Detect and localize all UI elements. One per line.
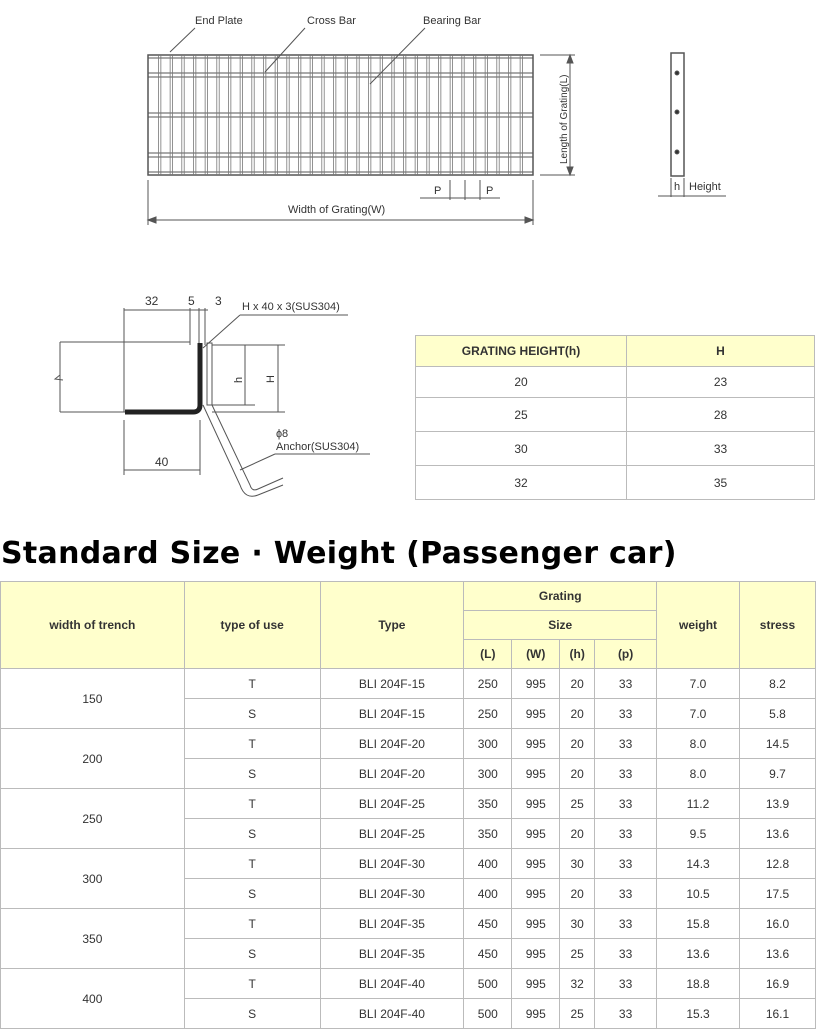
cell-h: 25 <box>560 999 595 1029</box>
table-row <box>1 789 816 819</box>
cell-h: 20 <box>560 819 595 849</box>
cell-h: 30 <box>416 432 627 466</box>
cell-h: 32 <box>560 969 595 999</box>
cell-L: 400 <box>464 849 512 879</box>
table-row <box>1 849 816 879</box>
header-L: (L) <box>464 640 512 669</box>
label-pitch-right: P <box>486 185 494 197</box>
cell-weight: 15.8 <box>657 909 740 939</box>
cell-width-of-trench: 250 <box>1 789 185 849</box>
section-title: Standard Size · Weight (Passenger car) <box>1 536 677 571</box>
cell-L: 450 <box>464 909 512 939</box>
cell-width-of-trench: 200 <box>1 729 185 789</box>
cell-weight: 13.6 <box>657 939 740 969</box>
cell-weight: 14.3 <box>657 849 740 879</box>
anchor-bar <box>203 405 283 496</box>
header-W: (W) <box>512 640 560 669</box>
cell-type: BLI 204F-15 <box>320 669 464 699</box>
cell-h: 20 <box>560 669 595 699</box>
cell-L: 250 <box>464 699 512 729</box>
cell-weight: 15.3 <box>657 999 740 1029</box>
header-H: H <box>627 336 815 367</box>
cell-use: S <box>184 759 320 789</box>
cell-L: 450 <box>464 939 512 969</box>
cell-L: 400 <box>464 879 512 909</box>
cell-use: T <box>184 669 320 699</box>
cell-use: T <box>184 789 320 819</box>
cell-L: 300 <box>464 759 512 789</box>
cell-H: 28 <box>627 398 815 432</box>
cell-H: 23 <box>627 367 815 398</box>
cell-H: 35 <box>627 466 815 500</box>
cell-p: 33 <box>595 789 657 819</box>
label-plate: H x 40 x 3(SUS304) <box>242 301 340 313</box>
cell-use: T <box>184 729 320 759</box>
cell-use: T <box>184 849 320 879</box>
cell-W: 995 <box>512 759 560 789</box>
cell-p: 33 <box>595 969 657 999</box>
label-dim-32: 32 <box>145 294 159 308</box>
steel-angle <box>125 343 200 412</box>
cell-W: 995 <box>512 909 560 939</box>
cell-type: BLI 204F-25 <box>320 819 464 849</box>
table-row <box>416 398 815 432</box>
cell-L: 500 <box>464 999 512 1029</box>
cross-section-diagram <box>0 280 410 525</box>
label-end-plate: End Plate <box>195 15 243 27</box>
label-dim-40: 40 <box>155 455 169 469</box>
cell-p: 33 <box>595 699 657 729</box>
cell-width-of-trench: 400 <box>1 969 185 1029</box>
cell-W: 995 <box>512 969 560 999</box>
cell-use: T <box>184 969 320 999</box>
cell-type: BLI 204F-35 <box>320 939 464 969</box>
cell-h: 25 <box>416 398 627 432</box>
cell-type: BLI 204F-40 <box>320 999 464 1029</box>
cell-h: 20 <box>560 699 595 729</box>
standard-size-weight-table <box>0 581 816 1029</box>
header-type: Type <box>320 582 464 669</box>
cell-stress: 12.8 <box>739 849 815 879</box>
cell-stress: 16.0 <box>739 909 815 939</box>
cell-weight: 9.5 <box>657 819 740 849</box>
grating-height-table <box>415 335 815 500</box>
cell-width-of-trench: 150 <box>1 669 185 729</box>
cell-weight: 11.2 <box>657 789 740 819</box>
cell-type: BLI 204F-40 <box>320 969 464 999</box>
header-grating: Grating <box>464 582 657 611</box>
header-width-of-trench: width of trench <box>1 582 185 669</box>
cell-p: 33 <box>595 909 657 939</box>
header-size: Size <box>464 611 657 640</box>
cell-p: 33 <box>595 819 657 849</box>
cell-W: 995 <box>512 669 560 699</box>
cell-stress: 13.6 <box>739 819 815 849</box>
label-h: h <box>233 376 245 383</box>
label-height: Height <box>689 181 721 193</box>
label-phi8: ɸ8 <box>276 428 289 440</box>
label-cross-bar: Cross Bar <box>307 15 356 27</box>
cell-weight: 10.5 <box>657 879 740 909</box>
cell-H: 33 <box>627 432 815 466</box>
cell-use: S <box>184 819 320 849</box>
cell-weight: 7.0 <box>657 699 740 729</box>
cell-h: 25 <box>560 939 595 969</box>
cell-stress: 9.7 <box>739 759 815 789</box>
cell-stress: 13.6 <box>739 939 815 969</box>
cross-bars <box>148 73 533 157</box>
table-row <box>416 466 815 500</box>
grating-side-view <box>658 53 726 197</box>
label-length: Length of Grating(L) <box>559 74 570 164</box>
cell-L: 350 <box>464 819 512 849</box>
table-row <box>1 729 816 759</box>
label-dim-3: 3 <box>215 294 222 308</box>
header-type-of-use: type of use <box>184 582 320 669</box>
cell-p: 33 <box>595 999 657 1029</box>
cell-type: BLI 204F-20 <box>320 729 464 759</box>
cell-W: 995 <box>512 879 560 909</box>
cell-type: BLI 204F-20 <box>320 759 464 789</box>
cell-L: 250 <box>464 669 512 699</box>
header-p: (p) <box>595 640 657 669</box>
cell-W: 995 <box>512 699 560 729</box>
cell-W: 995 <box>512 999 560 1029</box>
cell-h: 20 <box>560 759 595 789</box>
cell-type: BLI 204F-30 <box>320 849 464 879</box>
cell-width-of-trench: 350 <box>1 909 185 969</box>
cell-weight: 8.0 <box>657 759 740 789</box>
cell-p: 33 <box>595 849 657 879</box>
cell-stress: 5.8 <box>739 699 815 729</box>
cell-W: 995 <box>512 789 560 819</box>
cell-p: 33 <box>595 759 657 789</box>
grating-plan-diagram <box>0 0 816 240</box>
cell-stress: 16.1 <box>739 999 815 1029</box>
cell-W: 995 <box>512 729 560 759</box>
cell-use: T <box>184 909 320 939</box>
cell-type: BLI 204F-25 <box>320 789 464 819</box>
cell-L: 500 <box>464 969 512 999</box>
label-anchor: Anchor(SUS304) <box>276 441 360 453</box>
cell-h: 25 <box>560 789 595 819</box>
cell-h: 20 <box>416 367 627 398</box>
cell-weight: 8.0 <box>657 729 740 759</box>
table-row <box>1 909 816 939</box>
cell-type: BLI 204F-30 <box>320 879 464 909</box>
cell-width-of-trench: 300 <box>1 849 185 909</box>
cell-W: 995 <box>512 849 560 879</box>
table-row <box>416 367 815 398</box>
header-grating-height: GRATING HEIGHT(h) <box>416 336 627 367</box>
label-bearing-bar: Bearing Bar <box>423 15 482 27</box>
label-dim-5: 5 <box>188 294 195 308</box>
table-row <box>1 669 816 699</box>
cell-h: 20 <box>560 879 595 909</box>
cell-stress: 14.5 <box>739 729 815 759</box>
label-h-small: h <box>674 181 681 193</box>
cell-stress: 17.5 <box>739 879 815 909</box>
cell-p: 33 <box>595 879 657 909</box>
cell-h: 30 <box>560 909 595 939</box>
label-pitch-left: P <box>434 185 442 197</box>
cell-stress: 16.9 <box>739 969 815 999</box>
cell-p: 33 <box>595 729 657 759</box>
cell-use: S <box>184 879 320 909</box>
table-row <box>416 432 815 466</box>
cell-h: 32 <box>416 466 627 500</box>
header-weight: weight <box>657 582 740 669</box>
cell-L: 300 <box>464 729 512 759</box>
label-width: Width of Grating(W) <box>288 204 386 216</box>
cell-W: 995 <box>512 819 560 849</box>
cell-stress: 8.2 <box>739 669 815 699</box>
cell-use: S <box>184 939 320 969</box>
cell-type: BLI 204F-15 <box>320 699 464 729</box>
cell-type: BLI 204F-35 <box>320 909 464 939</box>
header-h: (h) <box>560 640 595 669</box>
cell-weight: 18.8 <box>657 969 740 999</box>
header-stress: stress <box>739 582 815 669</box>
cell-use: S <box>184 999 320 1029</box>
table-row <box>1 969 816 999</box>
cell-W: 995 <box>512 939 560 969</box>
cell-p: 33 <box>595 669 657 699</box>
label-H: H <box>265 375 277 383</box>
cell-L: 350 <box>464 789 512 819</box>
cell-h: 30 <box>560 849 595 879</box>
cell-p: 33 <box>595 939 657 969</box>
cell-weight: 7.0 <box>657 669 740 699</box>
cell-stress: 13.9 <box>739 789 815 819</box>
cell-use: S <box>184 699 320 729</box>
cell-h: 20 <box>560 729 595 759</box>
